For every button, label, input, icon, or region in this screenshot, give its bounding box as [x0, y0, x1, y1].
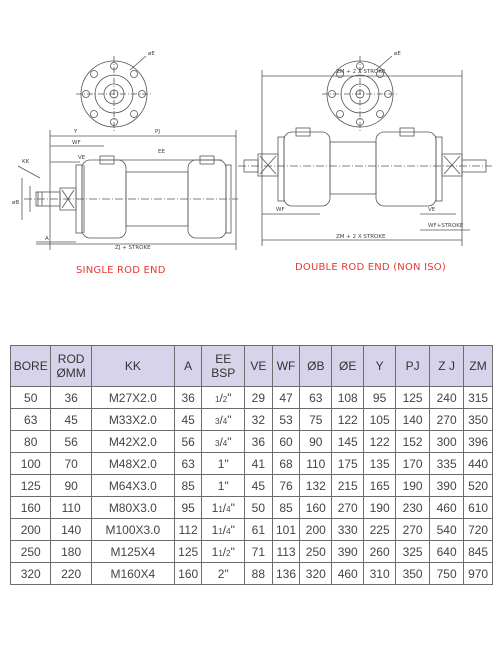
dim-zm-top-label: ZM + 2 X STROKE	[336, 69, 386, 75]
double-rod-end-caption: DOUBLE ROD END (NON ISO)	[295, 262, 446, 273]
dim-b-label: øB	[12, 200, 20, 206]
cell-e: 390	[332, 541, 364, 563]
ee-d: 4	[226, 504, 231, 514]
cell-pj: 270	[396, 519, 430, 541]
cell-e: 108	[332, 387, 364, 409]
cell-kk: M80X3.0	[91, 497, 174, 519]
table-row	[11, 497, 493, 519]
cell-zj: 300	[430, 431, 464, 453]
dim-wf-stroke-label: WF+STROKE	[428, 223, 464, 229]
ee-d: 4	[226, 526, 231, 536]
cell-kk: M27X2.0	[91, 387, 174, 409]
column-header-line1: EE	[215, 352, 232, 366]
cell-wf: 60	[272, 431, 300, 453]
ee-n: 1	[218, 548, 223, 558]
column-header	[245, 346, 273, 387]
column-header-line1: ZM	[469, 359, 487, 373]
cell-ve: 36	[245, 431, 273, 453]
cell-wf: 101	[272, 519, 300, 541]
cell-bore: 50	[11, 387, 51, 409]
cell-ee: 11/4"	[202, 519, 245, 541]
cell-a: 85	[174, 475, 202, 497]
column-header-line1: ØE	[339, 359, 357, 373]
cell-ee: 3/4"	[202, 431, 245, 453]
cell-b: 320	[300, 563, 332, 585]
dim-zj-label: ZJ + STROKE	[115, 245, 151, 251]
cell-y: 122	[364, 431, 396, 453]
cell-y: 190	[364, 497, 396, 519]
dim-kk-label: KK	[22, 159, 30, 165]
cell-zm: 396	[464, 431, 493, 453]
cell-pj: 170	[396, 453, 430, 475]
dim-wf-double-label: WF	[276, 207, 285, 213]
column-header-line1: A	[184, 359, 193, 373]
cell-rod: 220	[51, 563, 91, 585]
column-header	[11, 346, 51, 387]
dim-zm-bottom-label: ZM + 2 X STROKE	[336, 234, 386, 240]
cell-zm: 440	[464, 453, 493, 475]
table-row	[11, 541, 493, 563]
cell-zm: 970	[464, 563, 493, 585]
cell-rod: 180	[51, 541, 91, 563]
column-header-line1: ROD	[57, 352, 85, 366]
cell-pj: 140	[396, 409, 430, 431]
cell-rod: 140	[51, 519, 91, 541]
ee-w: 1	[211, 500, 219, 515]
cylinder-drawings	[0, 0, 500, 300]
column-header	[174, 346, 202, 387]
cell-pj: 230	[396, 497, 430, 519]
cell-bore: 63	[11, 409, 51, 431]
column-header-line1: WF	[276, 359, 296, 373]
ee-s: "	[227, 434, 232, 449]
column-header	[202, 346, 245, 387]
cell-rod: 56	[51, 431, 91, 453]
cell-zm: 610	[464, 497, 493, 519]
table-row	[11, 387, 493, 409]
column-header-line1: KK	[124, 359, 141, 373]
cell-ve: 32	[245, 409, 273, 431]
cell-kk: M160X4	[91, 563, 174, 585]
column-header	[364, 346, 396, 387]
dim-y-label: Y	[74, 129, 78, 135]
cell-a: 36	[174, 387, 202, 409]
table-row	[11, 453, 493, 475]
cell-rod: 110	[51, 497, 91, 519]
dimension-table	[10, 345, 493, 585]
cell-zm: 315	[464, 387, 493, 409]
column-header	[272, 346, 300, 387]
cell-b: 90	[300, 431, 332, 453]
cell-e: 175	[332, 453, 364, 475]
column-header	[91, 346, 174, 387]
cell-pj: 350	[396, 563, 430, 585]
column-header-line2: BSP	[211, 366, 236, 380]
cell-zm: 520	[464, 475, 493, 497]
cell-zm: 720	[464, 519, 493, 541]
cell-ve: 41	[245, 453, 273, 475]
cell-kk: M64X3.0	[91, 475, 174, 497]
ee-w: 1"	[217, 456, 229, 471]
single-side-view	[18, 130, 238, 250]
cell-a: 95	[174, 497, 202, 519]
ee-w: 1"	[217, 478, 229, 493]
column-header	[300, 346, 332, 387]
cell-kk: M100X3.0	[91, 519, 174, 541]
cell-pj: 152	[396, 431, 430, 453]
column-header-line1: Z J	[438, 359, 455, 373]
cell-zj: 335	[430, 453, 464, 475]
cell-zm: 350	[464, 409, 493, 431]
ee-n: 3	[215, 416, 220, 426]
cell-e: 270	[332, 497, 364, 519]
ee-d: 4	[222, 438, 228, 448]
ee-n: 3	[215, 438, 220, 448]
dim-pj-label: PJ	[155, 129, 160, 135]
cell-b: 63	[300, 387, 332, 409]
cell-wf: 113	[272, 541, 300, 563]
cell-e: 330	[332, 519, 364, 541]
single-flange-end-view	[76, 56, 152, 132]
cell-a: 63	[174, 453, 202, 475]
ee-s: "	[230, 500, 235, 515]
cell-rod: 36	[51, 387, 91, 409]
double-flange-end-view	[322, 56, 398, 132]
cell-wf: 53	[272, 409, 300, 431]
cell-y: 95	[364, 387, 396, 409]
cell-bore: 200	[11, 519, 51, 541]
cell-ee	[202, 453, 245, 475]
ee-d: 2	[222, 394, 228, 404]
cell-ve: 88	[245, 563, 273, 585]
dim-wf-label: WF	[72, 140, 81, 146]
column-header	[332, 346, 364, 387]
column-header-line1: Y	[375, 359, 384, 373]
cell-b: 75	[300, 409, 332, 431]
table-row	[11, 519, 493, 541]
ee-w: 2"	[217, 566, 229, 581]
cell-bore: 125	[11, 475, 51, 497]
cell-ee	[202, 475, 245, 497]
table-row	[11, 431, 493, 453]
cell-rod: 45	[51, 409, 91, 431]
table-header-row	[11, 346, 493, 387]
cell-ve: 50	[245, 497, 273, 519]
cell-wf: 76	[272, 475, 300, 497]
double-side-view	[238, 70, 492, 246]
cell-kk: M42X2.0	[91, 431, 174, 453]
cell-a: 45	[174, 409, 202, 431]
table-row	[11, 475, 493, 497]
dim-e-label-single: øE	[148, 51, 155, 57]
cell-e: 460	[332, 563, 364, 585]
cell-ve: 29	[245, 387, 273, 409]
cell-wf: 47	[272, 387, 300, 409]
ee-n: 1	[215, 394, 220, 404]
ee-w: 1	[211, 522, 219, 537]
cell-e: 215	[332, 475, 364, 497]
column-header	[430, 346, 464, 387]
cell-b: 110	[300, 453, 332, 475]
column-header-line1: PJ	[405, 359, 420, 373]
ee-s: "	[227, 412, 232, 427]
cell-b: 250	[300, 541, 332, 563]
cell-ee	[202, 563, 245, 585]
cell-zj: 640	[430, 541, 464, 563]
cell-b: 160	[300, 497, 332, 519]
cell-wf: 68	[272, 453, 300, 475]
column-header	[396, 346, 430, 387]
cell-bore: 160	[11, 497, 51, 519]
cell-rod: 90	[51, 475, 91, 497]
column-header	[51, 346, 91, 387]
cell-kk: M125X4	[91, 541, 174, 563]
cell-y: 135	[364, 453, 396, 475]
ee-d: 4	[222, 416, 228, 426]
cell-ee: 3/4"	[202, 409, 245, 431]
cell-zj: 460	[430, 497, 464, 519]
column-header	[464, 346, 493, 387]
table-body	[11, 387, 493, 585]
single-rod-end-caption: SINGLE ROD END	[76, 265, 166, 276]
cell-y: 225	[364, 519, 396, 541]
cell-a: 112	[174, 519, 202, 541]
ee-n: 1	[218, 504, 223, 514]
cell-b: 200	[300, 519, 332, 541]
cell-wf: 85	[272, 497, 300, 519]
cell-zj: 270	[430, 409, 464, 431]
cell-pj: 125	[396, 387, 430, 409]
cell-bore: 80	[11, 431, 51, 453]
cell-ve: 45	[245, 475, 273, 497]
cell-ee: 1/2"	[202, 387, 245, 409]
ee-d: 2	[226, 548, 231, 558]
dim-ve-label: VE	[78, 155, 86, 161]
cell-pj: 190	[396, 475, 430, 497]
cell-a: 125	[174, 541, 202, 563]
ee-s: "	[230, 544, 235, 559]
cell-ee: 11/4"	[202, 497, 245, 519]
cell-kk: M33X2.0	[91, 409, 174, 431]
cell-y: 165	[364, 475, 396, 497]
cell-zj: 390	[430, 475, 464, 497]
table-row	[11, 409, 493, 431]
ee-s: "	[227, 390, 232, 405]
cell-b: 132	[300, 475, 332, 497]
table-row	[11, 563, 493, 585]
cell-wf: 136	[272, 563, 300, 585]
cell-pj: 325	[396, 541, 430, 563]
cell-a: 56	[174, 431, 202, 453]
cell-bore: 320	[11, 563, 51, 585]
cell-zj: 240	[430, 387, 464, 409]
dim-ee-label: EE	[158, 149, 165, 155]
cell-ve: 71	[245, 541, 273, 563]
cell-zj: 750	[430, 563, 464, 585]
cell-e: 145	[332, 431, 364, 453]
dim-ve-double-label: VE	[428, 207, 436, 213]
dim-e-label-double: øE	[394, 51, 401, 57]
cell-kk: M48X2.0	[91, 453, 174, 475]
column-header-line2: ØMM	[56, 366, 86, 380]
cell-zm: 845	[464, 541, 493, 563]
cell-rod: 70	[51, 453, 91, 475]
cell-ve: 61	[245, 519, 273, 541]
dim-a-label: A	[45, 236, 49, 242]
cell-y: 310	[364, 563, 396, 585]
cell-ee: 11/2"	[202, 541, 245, 563]
cell-y: 260	[364, 541, 396, 563]
cell-zj: 540	[430, 519, 464, 541]
cell-bore: 100	[11, 453, 51, 475]
column-header-line1: VE	[250, 359, 267, 373]
ee-w: 1	[211, 544, 219, 559]
cell-a: 160	[174, 563, 202, 585]
ee-n: 1	[218, 526, 223, 536]
ee-s: "	[230, 522, 235, 537]
cell-e: 122	[332, 409, 364, 431]
cell-y: 105	[364, 409, 396, 431]
cell-bore: 250	[11, 541, 51, 563]
column-header-line1: BORE	[13, 359, 48, 373]
column-header-line1: ØB	[307, 359, 325, 373]
